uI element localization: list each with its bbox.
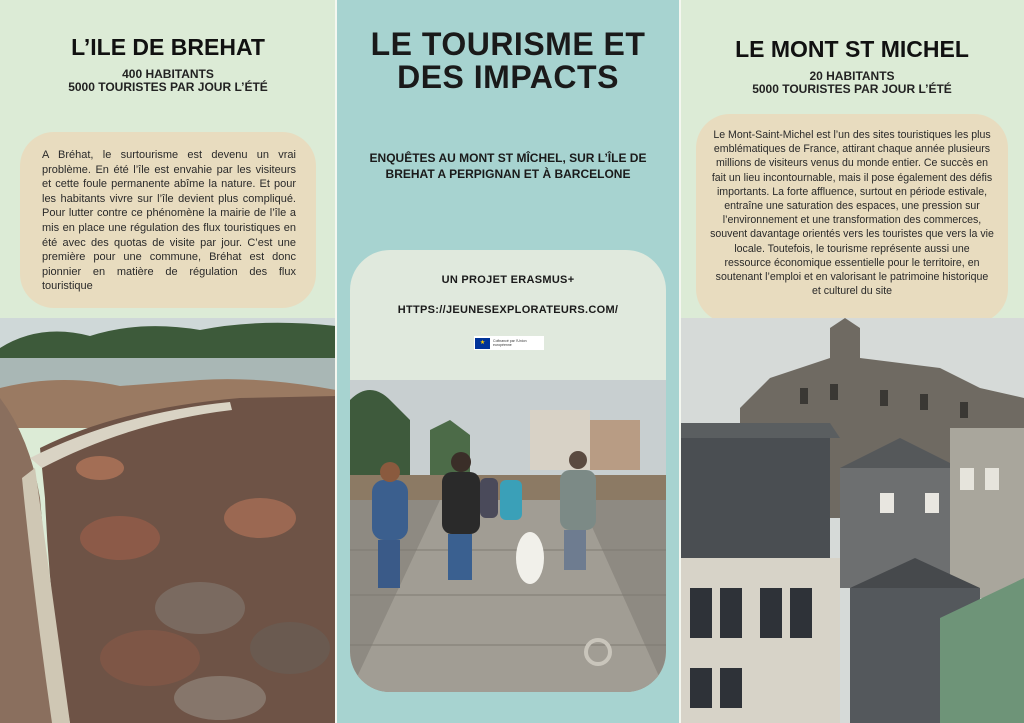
- eu-logo-text: Cofinancé par l’Union européenne: [493, 339, 527, 347]
- panel-divider-right: [679, 0, 681, 723]
- eu-funding-logo: [474, 336, 544, 350]
- brehat-coast-photo: [0, 318, 336, 723]
- panel-divider-left: [335, 0, 337, 723]
- brehat-title: L’ILE DE BREHAT: [71, 34, 265, 60]
- panel-brehat: [0, 0, 336, 723]
- brehat-text-box: [20, 132, 316, 308]
- panel-mont-st-michel: [680, 0, 1024, 723]
- eu-flag-icon: ★: [475, 338, 490, 349]
- mont-description: Le Mont-Saint-Michel est l’un des sites touristiques les plus emblématiques de France, attirant chaque année plusieurs millions de visiteurs venus du monde entier. Ce succès en fait un lieu incontournable, mais il pose également des défis importants. La forte affluence, surtout en période estivale, entraîne une saturation des espaces, une pression sur l’environnement et une transformation des commerces, souvent davantage orientés vers les touristes que vers la vie locale. Toutefois, le tourisme représente aussi une ressource économique essentielle pour le territoire, en soutenant l’emploi et en valorisant le patrimoine historique et culturel du site: [710, 129, 994, 298]
- brehat-population: 400 HABITANTS: [122, 67, 214, 81]
- mont-title: LE MONT ST MICHEL: [735, 36, 969, 62]
- project-card: [350, 250, 666, 692]
- mont-population: 20 HABITANTS: [809, 69, 895, 83]
- brehat-description: A Bréhat, le surtourisme est devenu un vrai problème. En été l’île est envahie par les visiteurs et cette foule permanente abîme la nature. Et pour les habitants vivre sur l’île devient plus compliqué. Pour lutter contre ce phénomène la mairie de l’île a mis en place une régulation des flux touristiques en été avec des quotas de visite par jour. C’est une première pour une commune, Bréhat est donc pionnier en matière de régulation des flux touristique: [42, 149, 296, 293]
- group-walk-photo: [350, 380, 666, 692]
- brehat-tourists: 5000 TOURISTES PAR JOUR L’ÉTÉ: [68, 80, 268, 94]
- survey-subtitle: ENQUÊTES AU MONT ST MÎCHEL, SUR L’ÎLE DE BREHAT A PERPIGNAN ET À BARCELONE: [369, 151, 647, 181]
- erasmus-label: UN PROJET ERASMUS+: [441, 274, 575, 286]
- main-title: LE TOURISME ET DES IMPACTS: [370, 26, 646, 95]
- mont-text-box: [696, 114, 1008, 323]
- mont-abbey-photo: [680, 318, 1024, 723]
- mont-tourists: 5000 TOURISTES PAR JOUR L’ÉTÉ: [752, 82, 952, 96]
- project-url[interactable]: HTTPS://JEUNESEXPLORATEURS.COM/: [397, 304, 619, 316]
- panel-center: [336, 0, 680, 723]
